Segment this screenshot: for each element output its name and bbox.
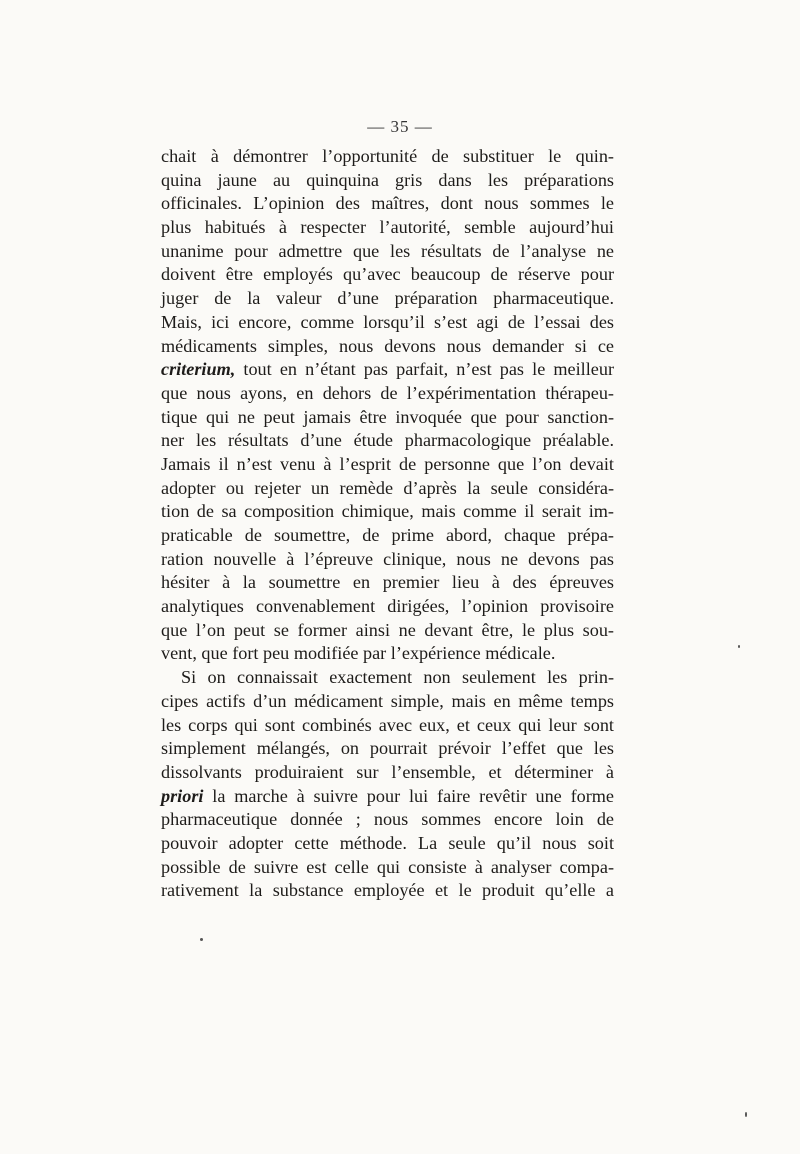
text-line: officinales. L’opinion des maîtres, dont nous sommes le xyxy=(161,193,614,214)
text-line: adopter ou rejeter un remède d’après la seule considéra- xyxy=(161,477,614,498)
paper-speck xyxy=(745,1112,747,1117)
text-line: Mais, ici encore, comme lorsqu’il s’est agi de l’essai des xyxy=(161,311,614,332)
text-line: les corps qui sont combinés avec eux, et ceux qui leur sont xyxy=(161,714,614,735)
text-line: ration nouvelle à l’épreuve clinique, nous ne devons pas xyxy=(161,548,614,569)
text-line: dissolvants produiraient sur l’ensemble, et déterminer à xyxy=(161,761,614,782)
text-line: praticable de soumettre, de prime abord, chaque prépa- xyxy=(161,525,614,545)
text-line: ner les résultats d’une étude pharmacologique préalable. xyxy=(161,430,614,451)
text-line: médicaments simples, nous devons nous demander si ce xyxy=(161,335,614,356)
text-line: possible de suivre est celle qui consiste à analyser compa- xyxy=(161,856,614,877)
italic-term: priori xyxy=(161,785,204,806)
body-text xyxy=(161,145,614,903)
line-rest: tout en n’étant pas parfait, n’est pas le meilleur xyxy=(235,359,614,380)
line-rest: la marche à suivre pour lui faire revêtir une forme xyxy=(203,785,614,806)
text-line xyxy=(161,785,614,809)
text-line: analytiques convenablement dirigées, l’opinion provisoire xyxy=(161,596,614,617)
text-line: chait à démontrer l’opportunité de substituer le quin- xyxy=(161,146,614,166)
text-line: Jamais il n’est venu à l’esprit de personne que l’on devait xyxy=(161,453,614,474)
text-line: que l’on peut se former ainsi ne devant être, le plus sou- xyxy=(161,619,614,640)
text-line: doivent être employés qu’avec beaucoup de réserve pour xyxy=(161,264,614,285)
text-line xyxy=(161,358,614,382)
text-line: vent, que fort peu modifiée par l’expérience médicale. xyxy=(161,643,556,664)
text-line: simplement mélangés, on pourrait prévoir l’effet que les xyxy=(161,738,614,759)
text-line: hésiter à la soumettre en premier lieu à des épreuves xyxy=(161,572,614,593)
text-line: tion de sa composition chimique, mais comme il serait im- xyxy=(161,501,614,522)
text-line: unanime pour admettre que les résultats de l’analyse ne xyxy=(161,240,614,261)
text-line: Si on connaissait exactement non seulement les prin- xyxy=(181,667,614,688)
text-line: rativement la substance employée et le produit qu’elle a xyxy=(161,880,614,901)
text-line: quina jaune au quinquina gris dans les préparations xyxy=(161,169,614,190)
text-line: que nous ayons, en dehors de l’expérimentation thérapeu- xyxy=(161,382,614,403)
page-number: — 35 — xyxy=(367,117,433,136)
paper-speck xyxy=(738,645,740,648)
text-line: plus habitués à respecter l’autorité, semble aujourd’hui xyxy=(161,217,614,238)
text-line: juger de la valeur d’une préparation pharmaceutique. xyxy=(161,288,614,309)
text-line: cipes actifs d’un médicament simple, mais en même temps xyxy=(161,690,614,711)
text-line: pharmaceutique donnée ; nous sommes encore loin de xyxy=(161,809,614,830)
text-line: tique qui ne peut jamais être invoquée que pour sanction- xyxy=(161,406,614,427)
italic-term: criterium, xyxy=(161,359,236,380)
paper-speck xyxy=(200,938,203,941)
text-line: pouvoir adopter cette méthode. La seule qu’il nous soit xyxy=(161,832,614,853)
